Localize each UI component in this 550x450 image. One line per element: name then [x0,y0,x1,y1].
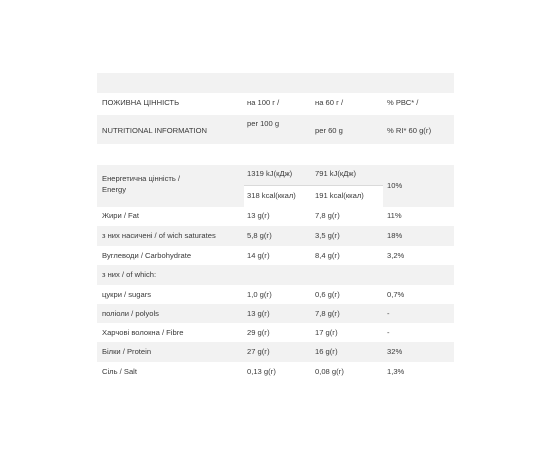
row-value-60: 0,6 g(г) [315,290,340,299]
row-label: Вуглеводи / Carbohydrate [102,251,192,260]
energy-label-ua: Енергетична цінність / [102,174,181,183]
energy-block [97,165,454,207]
row-label: з них насичені / of wich saturates [102,231,216,240]
row-label: Жири / Fat [102,211,140,220]
energy-rv: 10% [387,181,403,190]
row-value-60: 8,4 g(г) [315,251,340,260]
table-row [97,342,454,362]
row-value-100: 1,0 g(г) [247,290,272,299]
row-rv: 1,3% [387,367,405,376]
header-row-en [97,115,454,144]
row-value-60: 0,08 g(г) [315,367,344,376]
row-value-60: 3,5 g(г) [315,231,340,240]
row-value-100: 29 g(г) [247,328,270,337]
row-value-60: 7,8 g(г) [315,309,340,318]
row-label: цукри / sugars [102,290,152,299]
row-value-100: 14 g(г) [247,251,270,260]
row-rv: - [387,309,390,318]
row-value-100: 0,13 g(г) [247,367,276,376]
header-name-ua: ПОЖИВНА ЦІННІСТЬ [102,98,180,107]
row-label: з них / of which: [102,270,157,279]
header-per100-en: per 100 g [247,119,280,128]
energy-kj-100: 1319 kJ(кДж) [247,169,293,178]
row-value-100: 13 g(г) [247,211,270,220]
header-rv-ua: % РВС* / [387,98,419,107]
nutrition-table [97,73,454,382]
table-row [97,323,454,342]
energy-kj-60: 791 kJ(кДж) [315,169,356,178]
header-top-band [97,73,454,93]
row-rv: 0,7% [387,290,405,299]
row-value-100: 27 g(г) [247,347,270,356]
row-rv: 3,2% [387,251,405,260]
row-value-60: 17 g(г) [315,328,338,337]
row-value-60: 7,8 g(г) [315,211,340,220]
energy-label-en: Energy [102,185,127,194]
table-row [97,207,454,226]
header-row-ua [97,93,454,115]
header-per100-ua: на 100 г / [247,98,280,107]
row-value-100: 5,8 g(г) [247,231,272,240]
energy-divider [244,185,383,186]
header-per60-ua: на 60 г / [315,98,344,107]
row-value-60: 16 g(г) [315,347,338,356]
spacer-row [97,144,454,165]
row-label: Білки / Protein [102,347,152,356]
table-row [97,362,454,382]
table-row [97,285,454,304]
energy-kcal-100: 318 kcal(ккал) [247,191,296,200]
header-per60-en: per 60 g [315,126,343,135]
row-rv: - [387,328,390,337]
row-rv: 11% [387,211,402,220]
table-row [97,226,454,246]
row-rv: 18% [387,231,403,240]
row-label: Сіль / Salt [102,367,137,376]
table-row [97,265,454,285]
energy-kcal-60: 191 kcal(ккал) [315,191,364,200]
row-label: поліоли / polyols [102,309,159,318]
row-value-100: 13 g(г) [247,309,270,318]
table-row [97,246,454,265]
row-rv: 32% [387,347,403,356]
row-label: Харчові волокна / Fibre [102,328,184,337]
header-rv-en: % RI* 60 g(г) [387,126,432,135]
header-name-en: NUTRITIONAL INFORMATION [102,126,208,135]
table-row [97,304,454,323]
